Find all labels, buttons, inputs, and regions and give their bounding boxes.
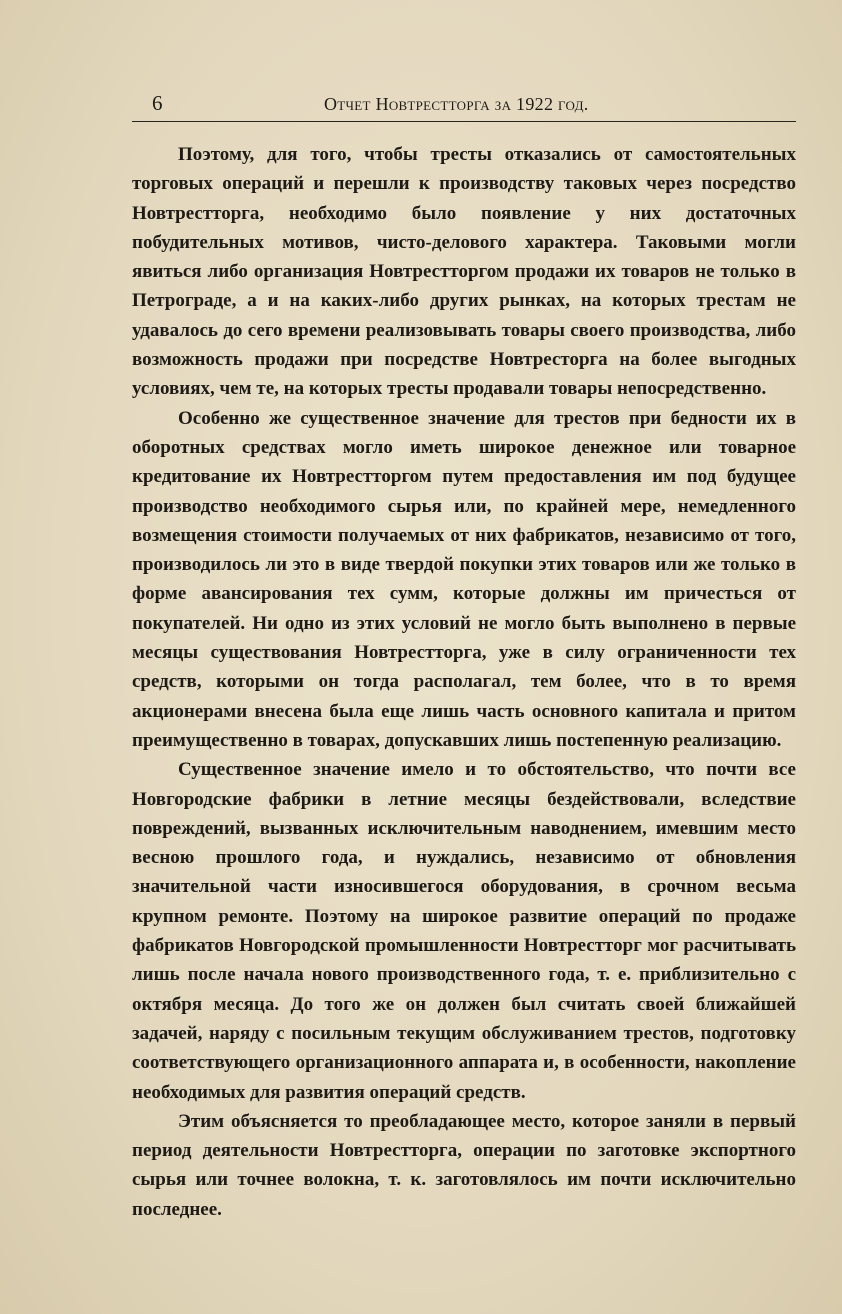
- running-title: Отчет Новтрестторга за 1922 год.: [324, 94, 589, 114]
- paragraph-3: Существенное значение имело и то обстоятельство, что почти все Новгородские фабрики в летние месяцы бездействовали, вследствие повреждений, вызванных исключительным наводнением, имевшим место весною прошлого года, и нуждались, независимо от обновления значительной части износившегося оборудования, в срочном весьма крупном ремонте. Поэтому на широкое развитие операций по продаже фабрикатов Новгородской промышленности Новтрестторг мог расчитывать лишь после начала нового производственного года, т. е. приблизительно с октября месяца. До того же он должен был считать своей ближайшей задачей, наряду с посильным текущим обслуживанием трестов, подготовку соответствующего организационного аппарата и, в особенности, накопление необходимых для развития операций средств.: [132, 759, 796, 1103]
- paragraph-1: Поэтому, для того, чтобы тресты отказались от самостоятельных торговых операций и перешли к производству таковых через посредство Новтрестторга, необходимо было появление у них достаточных побудительных мотивов, чисто-делового характера. Таковыми могли явиться либо организация Новтрестторгом продажи их товаров не только в Петрограде, а и на каких-либо других рынках, на которых трестам не удавалось до сего времени реализовывать товары своего производства, либо возможность продажи при посредстве Новтресторга на более выгодных условиях, чем те, на которых тресты продавали товары непосредственно.: [132, 144, 796, 400]
- page-header: [132, 90, 796, 120]
- paragraph-2: Особенно же существенное значение для трестов при бедности их в оборотных средствах могло иметь широкое денежное или товарное кредитование их Новтрестторгом путем предоставления им под будущее производство необходимого сырья или, по крайней мере, немедленного возмещения стоимости получаемых от них фабрикатов, независимо от того, производилось ли это в виде твердой покупки этих товаров или же только в форме авансирования тех сумм, которые должны им причесться от покупателей. Ни одно из этих условий не могло быть выполнено в первые месяцы существования Новтрестторга, уже в силу ограниченности тех средств, которыми он тогда располагал, тем более, что в то время акционерами внесена была еще лишь часть основного капитала и притом преимущественно в товарах, допускавших лишь постепенную реализацию.: [132, 407, 796, 751]
- body-text: [132, 140, 796, 1224]
- paragraph-4: Этим объясняется то преобладающее место, которое заняли в первый период деятельности Новтрестторга, операции по заготовке экспортного сырья или точнее волокна, т. к. заготовлялось им почти исключительно последнее.: [132, 1110, 796, 1220]
- page-number: 6: [152, 91, 163, 115]
- header-rule: [132, 121, 796, 122]
